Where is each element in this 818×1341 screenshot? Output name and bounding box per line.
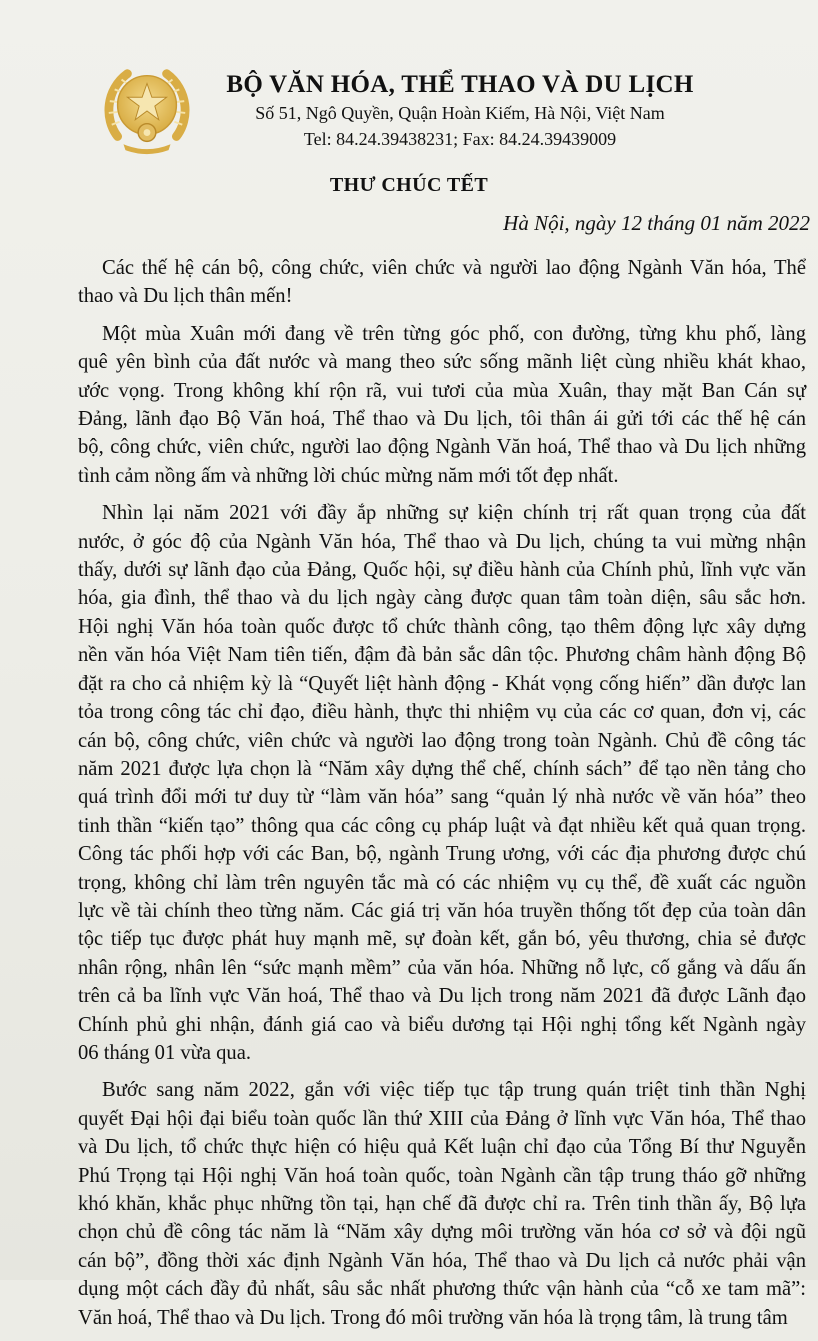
- document-title: THƯ CHÚC TẾT: [329, 174, 489, 196]
- letterhead: [200, 70, 720, 152]
- paragraph-line: đặt ra cho cả nhiệm kỳ là “Quyết liệt hành động - Khát vọng cống hiến” dần được lan: [78, 672, 806, 695]
- national-emblem-icon: [98, 60, 196, 158]
- paragraph-line: tộc tiếp tục được phát huy mạnh mẽ, sự đoàn kết, gắn bó, yêu thương, chia sẻ được: [78, 928, 806, 951]
- paragraph: [78, 320, 806, 490]
- paragraph-line: dụng một cách đầy đủ nhất, sâu sắc nhất phương thức vận hành của “cỗ xe tam mã”:: [78, 1278, 806, 1301]
- paragraph-line: cán bộ, công chức, viên chức và người lao động trong toàn Ngành. Chủ đề công tác: [78, 729, 806, 752]
- letter-body: [78, 254, 806, 1341]
- paragraph-line: Một mùa Xuân mới đang về trên từng góc phố, con đường, từng khu phố, làng: [102, 322, 806, 345]
- paragraph-line: tình cảm nồng ấm và những lời chúc mừng năm mới tốt đẹp nhất.: [78, 464, 619, 487]
- paragraph-line: Đảng, lãnh đạo Bộ Văn hoá, Thể thao và Du lịch, tôi thân ái gửi tới các thế hệ cán: [78, 408, 806, 431]
- paragraph-line: hóa, gia đình, thể thao và du lịch ngày càng được quan tâm toàn diện, sâu sắc hơn.: [78, 587, 806, 610]
- paragraph-line: Các thế hệ cán bộ, công chức, viên chức và người lao động Ngành Văn hóa, Thể: [102, 257, 806, 279]
- paragraph-line: Hội nghị Văn hóa toàn quốc được tổ chức thành công, tạo thêm động lực xây dựng: [78, 615, 806, 638]
- paragraph-line: nhân rộng, nhân lên “sức mạnh mềm” của văn hóa. Những nỗ lực, cố gắng và dấu ấn: [78, 956, 806, 979]
- paragraph-line: Công tác phối hợp với các Ban, bộ, ngành Trung ương, với các địa phương được chú: [78, 843, 806, 866]
- paragraph-line: chọn chủ đề công tác năm là “Năm xây dựng môi trường văn hóa cơ sở và đội ngũ: [78, 1221, 806, 1244]
- paragraph-line: thấy, dưới sự lãnh đạo của Đảng, Quốc hội, sự điều hành của Chính phủ, lĩnh vực văn: [78, 559, 806, 582]
- organization-address: Số 51, Ngô Quyền, Quận Hoàn Kiếm, Hà Nội, Việt Nam: [255, 103, 665, 123]
- paragraph-line: Văn hoá, Thể thao và Du lịch. Trong đó môi trường văn hóa là trọng tâm, là trung tâm: [78, 1306, 788, 1329]
- paragraph-line: ước vọng. Trong không khí rộn rã, vui tươi của mùa Xuân, thay mặt Ban Cán sự: [78, 379, 806, 402]
- paragraph-line: Phú Trọng tại Hội nghị Văn hoá toàn quốc, toàn Ngành cần tập trung tháo gỡ những: [78, 1164, 806, 1187]
- paragraph-line: nước, ở góc độ của Ngành Văn hóa, Thể thao và Du lịch, chúng ta vui mừng nhận: [78, 530, 806, 553]
- organization-name: BỘ VĂN HÓA, THỂ THAO VÀ DU LỊCH: [226, 71, 694, 98]
- paragraph: [78, 499, 806, 1067]
- paragraph-line: trọng, không chỉ làm trên nguyên tắc mà có các nhiệm vụ cụ thể, đề xuất các nguồn: [78, 871, 806, 894]
- paragraph-line: lực về tài chính theo từng năm. Các giá trị văn hóa truyền thống tốt đẹp của toàn dân: [78, 899, 806, 922]
- paragraph-line: thao và Du lịch thân mến!: [78, 285, 293, 308]
- paragraph-line: cán bộ”, đồng thời xác định Ngành Văn hóa, Thể thao và Du lịch cả nước phải vận: [78, 1249, 806, 1272]
- paragraph-line: trên cả ba lĩnh vực Văn hoá, Thể thao và Du lịch trong năm 2021 đã được Lãnh đạo: [78, 985, 806, 1008]
- paragraph-line: Nhìn lại năm 2021 với đầy ắp những sự kiện chính trị rất quan trọng của đất: [102, 502, 806, 525]
- paragraph-line: 06 tháng 01 vừa qua.: [78, 1041, 252, 1064]
- paragraph-line: quá trình đổi mới tư duy từ “làm văn hóa” sang “quản lý nhà nước về văn hóa” theo: [78, 786, 806, 809]
- paragraph-line: quyết Đại hội đại biểu toàn quốc lần thứ XIII của Đảng ở lĩnh vực Văn hóa, Thể thao: [78, 1107, 806, 1130]
- paragraph-line: nền văn hóa Việt Nam tiên tiến, đậm đà bản sắc dân tộc. Phương châm hành động Bộ: [78, 644, 806, 667]
- paragraph-line: bộ, công chức, viên chức, người lao động Ngành Văn hoá, Thể thao và Du lịch những: [78, 436, 806, 459]
- paragraph: [78, 1076, 806, 1332]
- paragraph-line: khó khăn, khắc phục những tồn tại, hạn chế đã được chỉ ra. Trên tinh thần ấy, Bộ lựa: [78, 1193, 806, 1215]
- paragraph-line: Bước sang năm 2022, gắn với việc tiếp tục tập trung quán triệt tinh thần Nghị: [102, 1079, 806, 1102]
- paragraph-line: tỏa trong công tác chỉ đạo, điều hành, thực thi nhiệm vụ của các cơ quan, đơn vị, các: [78, 701, 806, 724]
- organization-contact: Tel: 84.24.39438231; Fax: 84.24.39439009: [303, 129, 617, 149]
- paragraph-line: Chính phủ ghi nhận, đánh giá cao và biểu dương tại Hội nghị tổng kết Ngành ngày: [78, 1013, 806, 1036]
- paragraph-line: năm 2021 được lựa chọn là “Năm xây dựng thể chế, chính sách” để tạo nền tảng cho: [78, 757, 806, 780]
- paragraph-line: quê yên bình của đất nước và mang theo sức sống mãnh liệt cùng nhiều khát khao,: [78, 351, 806, 374]
- paragraph-line: và Du lịch, tổ chức thực hiện có hiệu quả Kết luận chỉ đạo của Tổng Bí thư Nguyễn: [78, 1136, 806, 1159]
- date-line: Hà Nội, ngày 12 tháng 01 năm 2022: [503, 211, 810, 235]
- paragraph: [78, 254, 806, 311]
- paragraph-line: tinh thần “kiến tạo” thông qua các công cụ pháp luật và đạt nhiều kết quả quan trọng.: [78, 814, 806, 837]
